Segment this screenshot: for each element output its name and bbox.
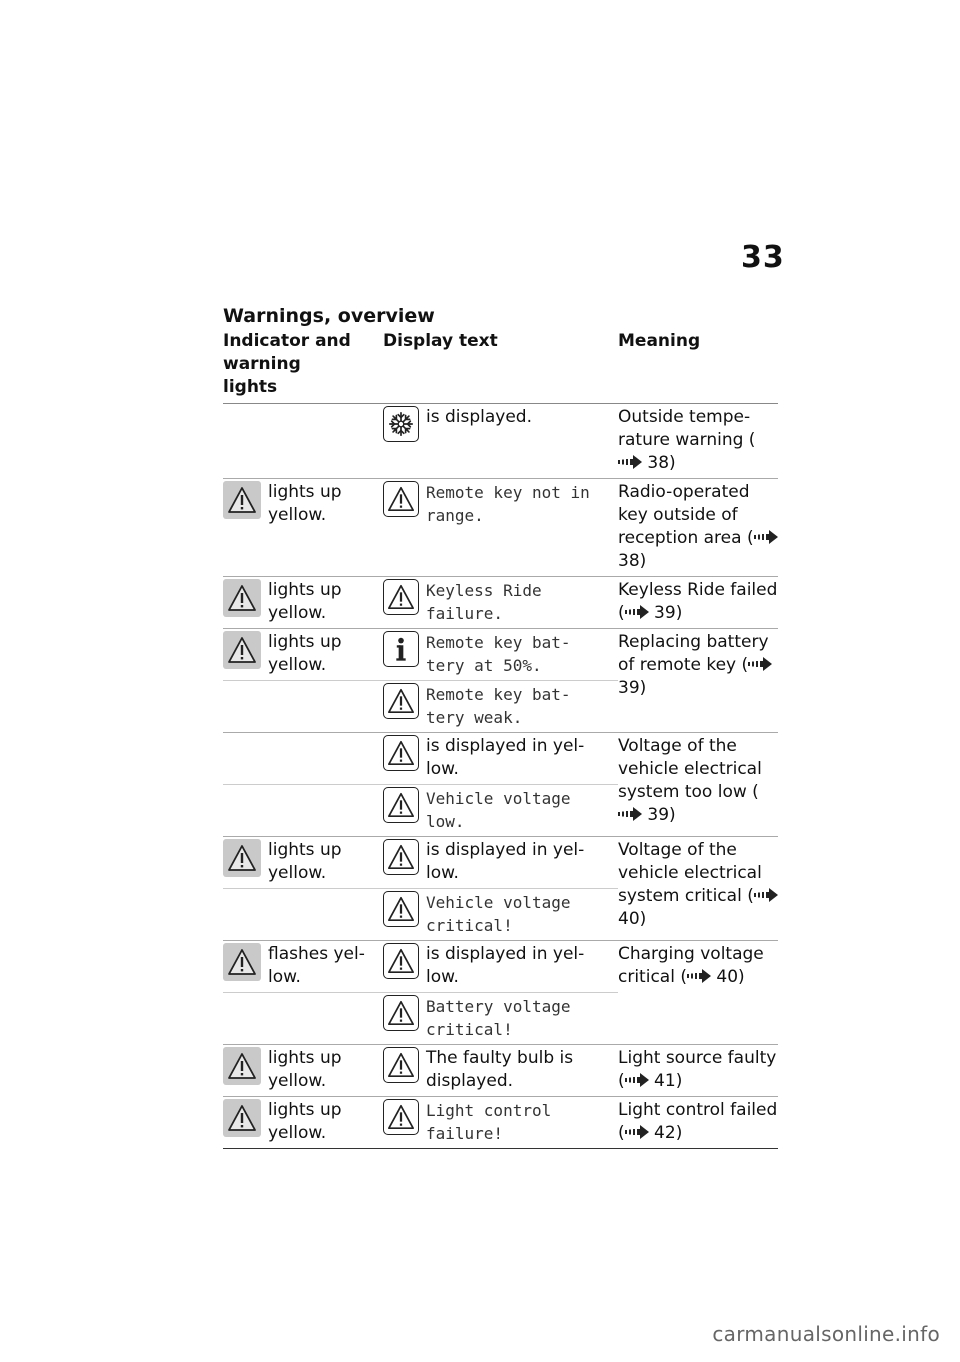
display-cell xyxy=(383,889,618,941)
page-reference-link[interactable]: 38 xyxy=(618,551,640,571)
indicator-text: flashes yel-low. xyxy=(268,944,365,987)
display-cell xyxy=(383,1097,618,1149)
table-row xyxy=(223,733,778,785)
warning-triangle-icon xyxy=(383,683,419,719)
warning-triangle-icon xyxy=(383,481,419,517)
meaning-cell: Keyless Ride failed ( 39) xyxy=(618,577,778,629)
page-reference-arrow-icon xyxy=(754,886,778,906)
table-row xyxy=(223,837,778,889)
display-cell xyxy=(383,733,618,785)
meaning-cell: Outside tempe-rature warning ( 38) xyxy=(618,404,778,479)
display-text: Remote key not in range. xyxy=(426,483,590,525)
indicator-cell xyxy=(223,785,383,837)
display-text: is displayed in yel-low. xyxy=(426,840,585,883)
watermark: carmanualsonline.info xyxy=(712,1322,940,1346)
meaning-text: Keyless Ride failed xyxy=(618,580,778,600)
meaning-text: Replacing battery of remote key xyxy=(618,632,769,675)
meaning-cell: Light source faulty ( 41) xyxy=(618,1045,778,1097)
meaning-cell: Voltage of the vehicle electrical system critical ( 40) xyxy=(618,837,778,941)
display-text: is displayed in yel-low. xyxy=(426,736,585,779)
page-reference-arrow-icon xyxy=(748,655,772,675)
page-reference-link[interactable]: 40 xyxy=(618,909,640,929)
display-text: Keyless Ride failure. xyxy=(426,581,542,623)
warning-triangle-icon xyxy=(383,787,419,823)
warning-triangle-icon xyxy=(383,579,419,615)
indicator-text: lights up yellow. xyxy=(268,1100,342,1143)
page-reference-link[interactable]: 40 xyxy=(716,967,739,987)
display-text: Remote key bat-tery weak. xyxy=(426,685,571,727)
header-display: Display text xyxy=(383,330,618,404)
page-reference-arrow-icon xyxy=(625,1071,649,1091)
page-reference-arrow-icon xyxy=(618,805,642,825)
page-reference-arrow-icon xyxy=(687,967,711,987)
indicator-cell xyxy=(223,1045,383,1097)
indicator-cell xyxy=(223,404,383,479)
indicator-cell xyxy=(223,479,383,577)
meaning-text: Radio-operated key outside of reception area xyxy=(618,482,750,548)
warnings-table xyxy=(223,330,778,1149)
indicator-text: lights up yellow. xyxy=(268,580,342,623)
meaning-text: Light control failed xyxy=(618,1100,778,1120)
page-reference-link[interactable]: 39 xyxy=(654,603,676,623)
table-row xyxy=(223,629,778,681)
display-text: Light control failure! xyxy=(426,1101,552,1143)
display-cell xyxy=(383,837,618,889)
indicator-text: lights up yellow. xyxy=(268,840,342,883)
display-text: is displayed in yel-low. xyxy=(426,944,585,987)
table-row xyxy=(223,577,778,629)
meaning-text: Voltage of the vehicle electrical system too low xyxy=(618,736,762,802)
indicator-cell xyxy=(223,681,383,733)
display-text: Vehicle voltage critical! xyxy=(426,893,571,935)
display-cell xyxy=(383,404,618,479)
warning-triangle-icon xyxy=(223,579,261,617)
indicator-text: lights up yellow. xyxy=(268,1048,342,1091)
display-cell xyxy=(383,993,618,1045)
page-number: 33 xyxy=(741,240,785,275)
display-text: Battery voltage critical! xyxy=(426,997,571,1039)
display-cell xyxy=(383,941,618,993)
display-cell xyxy=(383,629,618,681)
warning-triangle-icon xyxy=(223,1047,261,1085)
indicator-cell xyxy=(223,993,383,1045)
page-reference-link[interactable]: 38 xyxy=(647,453,670,473)
meaning-cell: Replacing battery of remote key ( 39) xyxy=(618,629,778,733)
display-text: The faulty bulb is displayed. xyxy=(426,1048,574,1091)
table-header-row xyxy=(223,330,778,404)
table-row xyxy=(223,1097,778,1149)
meaning-cell: Voltage of the vehicle electrical system too low ( 39) xyxy=(618,733,778,837)
meaning-cell: Light control failed ( 42) xyxy=(618,1097,778,1149)
meaning-text: Outside tempe-rature warning xyxy=(618,407,751,450)
table-row xyxy=(223,404,778,479)
warning-triangle-icon xyxy=(383,995,419,1031)
warning-triangle-icon xyxy=(383,891,419,927)
warning-triangle-icon xyxy=(383,1047,419,1083)
warning-triangle-icon xyxy=(223,839,261,877)
warning-triangle-icon xyxy=(383,735,419,771)
table-row xyxy=(223,941,778,993)
display-cell xyxy=(383,681,618,733)
indicator-cell xyxy=(223,837,383,889)
page-reference-link[interactable]: 41 xyxy=(654,1071,676,1091)
display-cell xyxy=(383,577,618,629)
warning-triangle-icon xyxy=(223,631,261,669)
table-row xyxy=(223,479,778,577)
page-reference-arrow-icon xyxy=(754,528,778,548)
indicator-cell xyxy=(223,889,383,941)
page-reference-link[interactable]: 39 xyxy=(647,805,670,825)
meaning-text: Charging voltage critical xyxy=(618,944,764,987)
warning-triangle-icon xyxy=(383,839,419,875)
warning-triangle-icon xyxy=(383,1099,419,1135)
display-cell xyxy=(383,479,618,577)
section-title: Warnings, overview xyxy=(223,305,435,327)
indicator-text: lights up yellow. xyxy=(268,482,342,525)
meaning-text: Light source faulty xyxy=(618,1048,777,1068)
indicator-cell xyxy=(223,577,383,629)
display-cell xyxy=(383,1045,618,1097)
page-reference-link[interactable]: 42 xyxy=(654,1123,676,1143)
display-text: is displayed. xyxy=(426,407,533,427)
indicator-cell xyxy=(223,629,383,681)
indicator-cell xyxy=(223,941,383,993)
page-reference-arrow-icon xyxy=(618,453,642,473)
meaning-text: Voltage of the vehicle electrical system critical xyxy=(618,840,762,906)
display-cell xyxy=(383,785,618,837)
page-reference-link[interactable]: 39 xyxy=(618,678,640,698)
indicator-cell xyxy=(223,1097,383,1149)
meaning-cell: Charging voltage critical ( 40) xyxy=(618,941,778,1045)
warning-triangle-icon xyxy=(223,943,261,981)
snowflake-icon xyxy=(383,406,419,442)
indicator-cell xyxy=(223,733,383,785)
header-indicator: Indicator and warning lights xyxy=(223,330,383,404)
warning-triangle-icon xyxy=(383,943,419,979)
header-meaning: Meaning xyxy=(618,330,778,404)
page-reference-arrow-icon xyxy=(625,1123,649,1143)
display-text: Remote key bat-tery at 50%. xyxy=(426,633,571,675)
indicator-text: lights up yellow. xyxy=(268,632,342,675)
info-icon xyxy=(383,631,419,667)
page-reference-arrow-icon xyxy=(625,603,649,623)
table-row xyxy=(223,1045,778,1097)
warning-triangle-icon xyxy=(223,481,261,519)
meaning-cell: Radio-operated key outside of reception area ( 38) xyxy=(618,479,778,577)
warning-triangle-icon xyxy=(223,1099,261,1137)
table-body xyxy=(223,404,778,1149)
display-text: Vehicle voltage low. xyxy=(426,789,571,831)
